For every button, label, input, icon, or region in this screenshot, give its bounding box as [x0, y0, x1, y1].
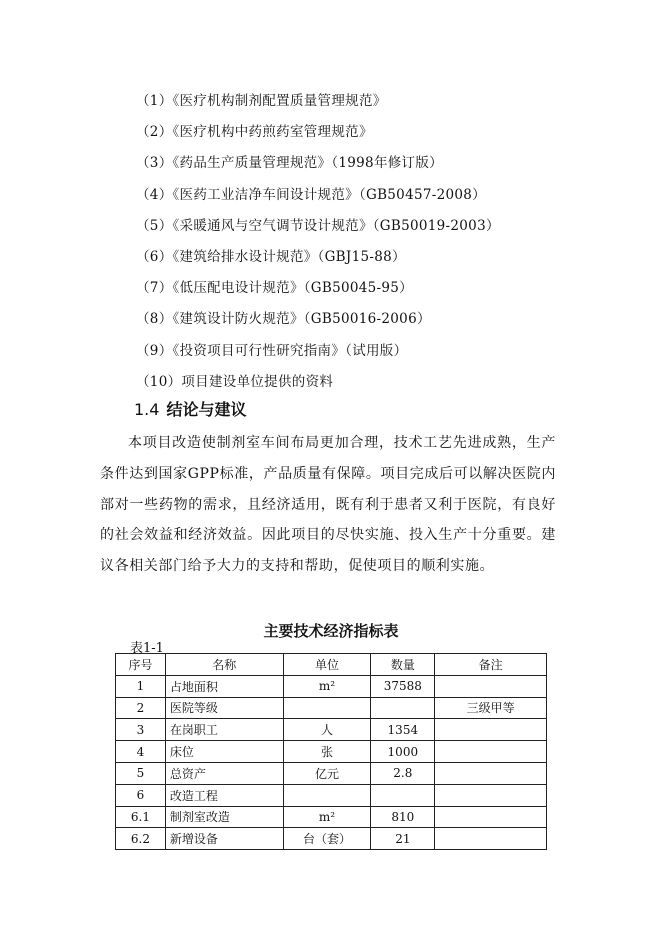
reference-item: （2）《医疗机构中药煎药室管理规范》 [136, 124, 373, 141]
table-cell: 张 [283, 741, 371, 763]
table-cell: 1 [116, 675, 166, 697]
table-cell: 改造工程 [165, 784, 283, 806]
table-cell: 亿元 [283, 762, 371, 784]
table-cell: 制剂室改造 [165, 806, 283, 828]
table-row [116, 719, 547, 741]
table-cell: 37588 [371, 675, 435, 697]
table-cell: 21 [371, 828, 435, 850]
header-cell: 序号 [116, 654, 166, 676]
table-cell [435, 784, 547, 806]
table-cell [435, 828, 547, 850]
table-cell: 总资产 [165, 762, 283, 784]
reference-item: （9）《投资项目可行性研究指南》（试用版） [136, 342, 408, 359]
header-cell: 名称 [165, 654, 283, 676]
header-cell: 单位 [283, 654, 371, 676]
reference-item: （10）项目建设单位提供的资料 [136, 373, 334, 390]
table-row [116, 697, 547, 719]
table-label: 表1-1 [130, 641, 164, 656]
table-cell [435, 806, 547, 828]
table-cell: 810 [371, 806, 435, 828]
reference-item: （4）《医药工业洁净车间设计规范》（GB50457-2008） [136, 186, 486, 203]
header-cell: 数量 [371, 654, 435, 676]
indicator-table [115, 653, 547, 850]
table-cell: 三级甲等 [435, 697, 547, 719]
reference-item: （7）《低压配电设计规范》（GB50045-95） [136, 280, 413, 297]
table-title: 主要技术经济指标表 [263, 622, 399, 640]
table-cell [435, 762, 547, 784]
table-cell: 台（套） [283, 828, 371, 850]
table-row [116, 784, 547, 806]
reference-item: （5）《采暖通风与空气调节设计规范》（GB50019-2003） [136, 217, 500, 234]
reference-item: （1）《医疗机构制剂配置质量管理规范》 [136, 93, 387, 109]
table-cell [371, 784, 435, 806]
section-title: 结论与建议 [166, 400, 247, 419]
table-cell: m² [283, 675, 371, 697]
table-row [116, 806, 547, 828]
table-cell [435, 741, 547, 763]
table-cell: 人 [283, 719, 371, 741]
table-cell: 2 [116, 697, 166, 719]
table-cell [283, 697, 371, 719]
table-row [116, 741, 547, 763]
conclusion-paragraph: 本项目改造使制剂室车间布局更加合理，技术工艺先进成熟，生产条件达到国家GPP标准，产品质量有保障。项目完成后可以解决医院内部对一些药物的需求，且经济适用，既有利于患者又利于医院，有良好的社会效益和经济效益。因此项目的尽快实施、投入生产十分重要。建议各相关部门给予大力的支持和帮助，促使项目的顺利实施。 [100, 435, 556, 575]
reference-item: （6）《建筑给排水设计规范》（GBJ15-88） [136, 248, 406, 265]
table-cell: 6 [116, 784, 166, 806]
table-cell: 5 [116, 762, 166, 784]
table-cell: m² [283, 806, 371, 828]
reference-item: （3）《药品生产质量管理规范》（1998年修订版） [136, 155, 443, 172]
table-cell: 6.1 [116, 806, 166, 828]
table-cell: 2.8 [371, 762, 435, 784]
table-cell: 医院等级 [165, 697, 283, 719]
header-cell: 备注 [435, 654, 547, 676]
table-cell [435, 675, 547, 697]
table-cell: 在岗职工 [165, 719, 283, 741]
table-cell: 1354 [371, 719, 435, 741]
table-cell [283, 784, 371, 806]
table-cell: 3 [116, 719, 166, 741]
table-header-row [116, 654, 547, 676]
table-cell: 占地面积 [165, 675, 283, 697]
table-cell: 1000 [371, 741, 435, 763]
table-cell: 床位 [165, 741, 283, 763]
section-heading [134, 396, 247, 424]
table-cell: 新增设备 [165, 828, 283, 850]
table-row [116, 675, 547, 697]
table-cell [435, 719, 547, 741]
table-row [116, 762, 547, 784]
reference-item: （8）《建筑设计防火规范》（GB50016-2006） [136, 311, 431, 328]
table-row [116, 828, 547, 850]
table-cell: 6.2 [116, 828, 166, 850]
table-cell [371, 697, 435, 719]
table-cell: 4 [116, 741, 166, 763]
section-number: 1.4 [134, 400, 160, 419]
reference-list [136, 86, 500, 398]
